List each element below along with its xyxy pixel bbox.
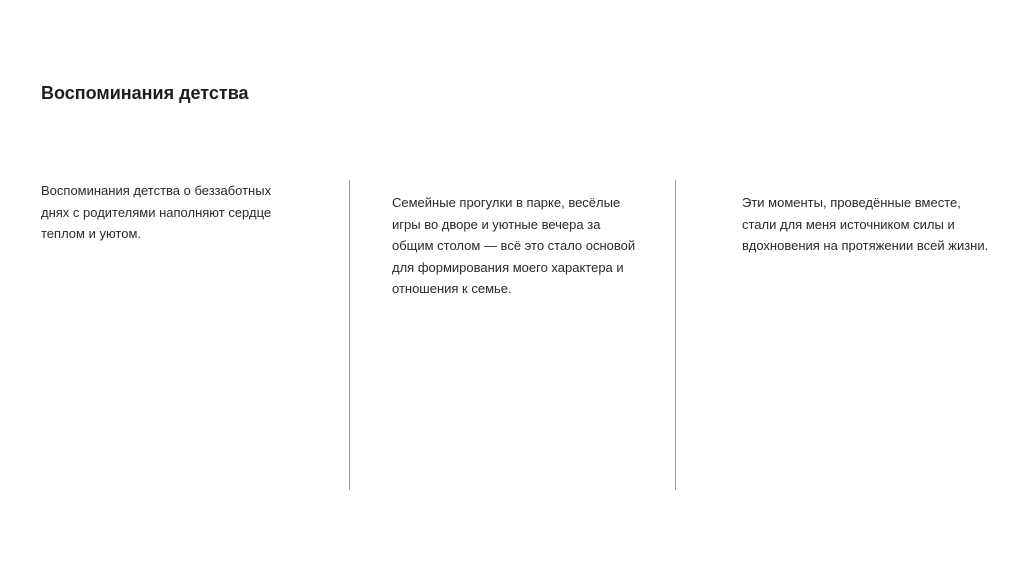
column-1-line: Воспоминания детства о беззаботных xyxy=(41,183,272,198)
column-2-line: для формирования моего характера и xyxy=(392,259,624,275)
column-2-line: отношения к семье. xyxy=(392,281,512,296)
column-1-line: теплом и уютом. xyxy=(41,226,142,241)
column-1-text xyxy=(41,180,301,245)
column-2-line: игры во дворе и уютные вечера за xyxy=(392,216,601,232)
column-2-text xyxy=(392,192,662,300)
column-3-line: вдохновения на протяжении всей жизни. xyxy=(742,238,989,253)
column-2-line: общим столом — всё это стало основой xyxy=(392,238,636,253)
column-2-line: Семейные прогулки в парке, весёлые xyxy=(392,195,621,210)
column-1-line: днях с родителями наполняют сердце xyxy=(41,204,272,220)
column-3-line: стали для меня источником силы и xyxy=(742,216,955,232)
slide-title: Воспоминания детства xyxy=(41,83,249,103)
column-3-text xyxy=(742,192,1012,257)
column-divider-1 xyxy=(349,180,350,490)
column-divider-2 xyxy=(675,180,676,490)
column-3-line: Эти моменты, проведённые вместе, xyxy=(742,195,961,210)
